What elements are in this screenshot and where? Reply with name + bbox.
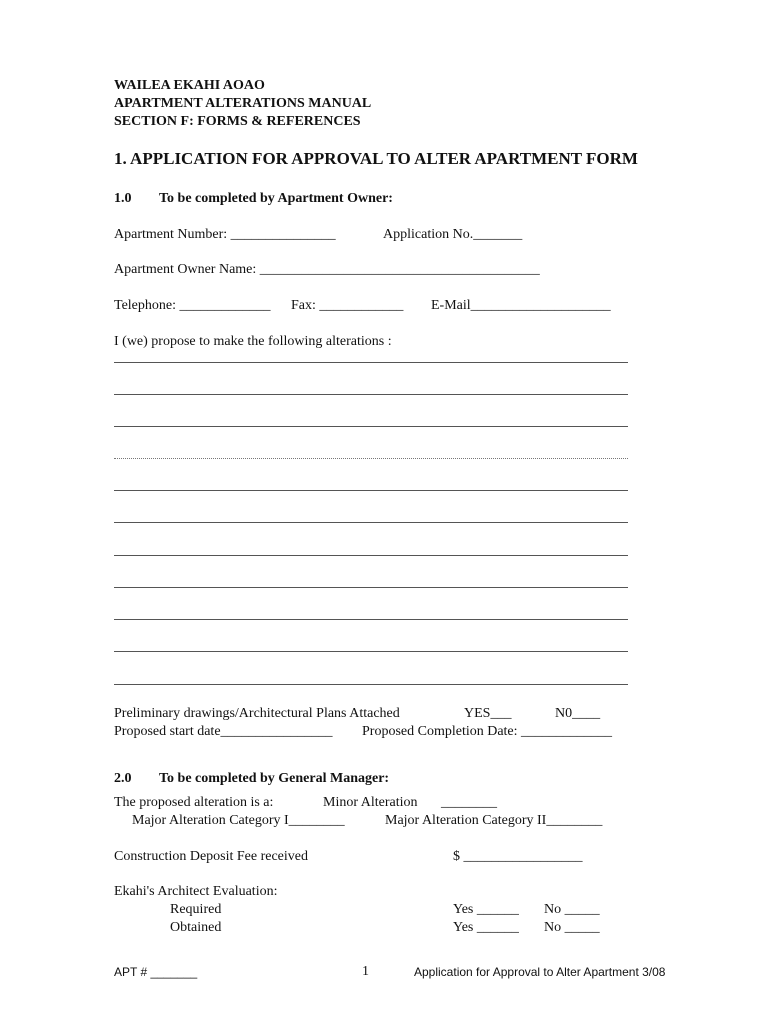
section-2-heading: To be completed by General Manager:: [159, 771, 390, 786]
drawings-label: Preliminary drawings/Architectural Plans Attached: [114, 706, 400, 721]
header-line-3: SECTION F: FORMS & REFERENCES: [114, 114, 361, 129]
footer-apt-field[interactable]: APT # _______: [114, 965, 198, 979]
deposit-label: Construction Deposit Fee received: [114, 849, 309, 864]
minor-alteration-field[interactable]: ________: [441, 795, 497, 810]
architect-evaluation-label: Ekahi's Architect Evaluation:: [114, 884, 278, 899]
required-no-field[interactable]: No _____: [544, 902, 600, 917]
alteration-line[interactable]: [114, 619, 628, 620]
section-1-heading: To be completed by Apartment Owner:: [159, 191, 393, 206]
obtained-no-field[interactable]: No _____: [544, 920, 600, 935]
owner-name-field[interactable]: Apartment Owner Name: ________________________________________: [114, 262, 540, 277]
alteration-line[interactable]: [114, 490, 628, 491]
header-line-1: WAILEA EKAHI AOAO: [114, 78, 265, 93]
telephone-field[interactable]: Telephone: _____________: [114, 298, 271, 313]
required-label: Required: [170, 902, 222, 917]
obtained-yes-field[interactable]: Yes ______: [453, 920, 519, 935]
drawings-no-field[interactable]: N0____: [555, 706, 601, 721]
alteration-line[interactable]: [114, 458, 628, 459]
alteration-line[interactable]: [114, 587, 628, 588]
form-title: 1. APPLICATION FOR APPROVAL TO ALTER APARTMENT FORM: [114, 149, 638, 168]
deposit-amount-field[interactable]: $ _________________: [453, 849, 583, 864]
alteration-is-label: The proposed alteration is a:: [114, 795, 274, 810]
footer-doc-title: Application for Approval to Alter Apartment 3/08: [414, 965, 666, 979]
alteration-line[interactable]: [114, 555, 628, 556]
section-1-number: 1.0: [114, 191, 132, 206]
alteration-line[interactable]: [114, 522, 628, 523]
minor-alteration-label: Minor Alteration: [323, 795, 418, 810]
proposal-label: I (we) propose to make the following alterations :: [114, 334, 392, 349]
alteration-line[interactable]: [114, 426, 628, 427]
page-number: 1: [362, 964, 369, 979]
section-2-number: 2.0: [114, 771, 132, 786]
application-no-field[interactable]: Application No._______: [383, 227, 523, 242]
fax-field[interactable]: Fax: ____________: [291, 298, 404, 313]
major-category-1-field[interactable]: Major Alteration Category I________: [132, 813, 345, 828]
alteration-line[interactable]: [114, 684, 628, 685]
alteration-line[interactable]: [114, 394, 628, 395]
header-line-2: APARTMENT ALTERATIONS MANUAL: [114, 96, 372, 111]
obtained-label: Obtained: [170, 920, 222, 935]
start-date-field[interactable]: Proposed start date________________: [114, 724, 333, 739]
drawings-yes-field[interactable]: YES___: [464, 706, 512, 721]
email-field[interactable]: E-Mail____________________: [431, 298, 611, 313]
alteration-line[interactable]: [114, 651, 628, 652]
apartment-number-field[interactable]: Apartment Number: _______________: [114, 227, 336, 242]
completion-date-field[interactable]: Proposed Completion Date: _____________: [362, 724, 613, 739]
required-yes-field[interactable]: Yes ______: [453, 902, 519, 917]
alteration-line[interactable]: [114, 362, 628, 363]
major-category-2-field[interactable]: Major Alteration Category II________: [385, 813, 603, 828]
